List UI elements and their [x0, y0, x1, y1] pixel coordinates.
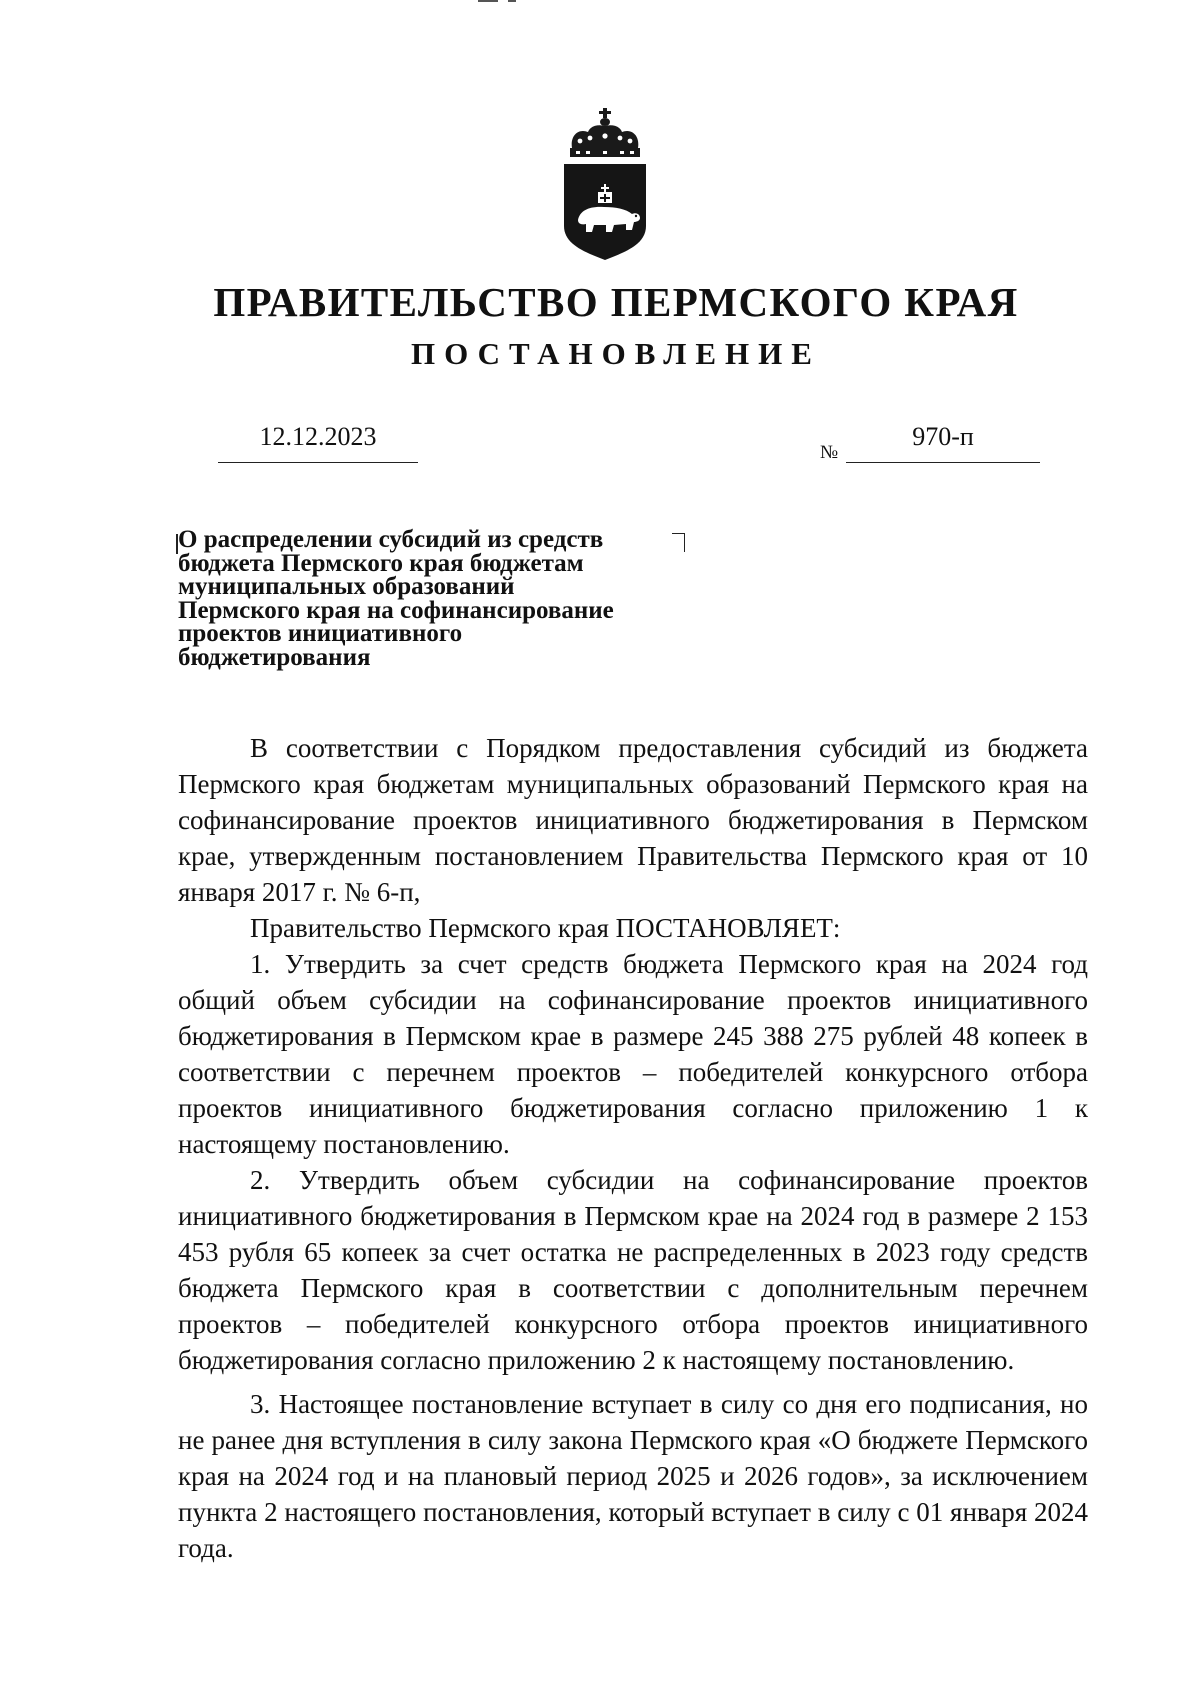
document-body: [178, 730, 1088, 1566]
document-number: 970-п: [912, 422, 974, 451]
point-1-paragraph: 1. Утвердить за счет средств бюджета Пермского края на 2024 год общий объем субсидии на софинансирование проектов инициативного бюджетирования в Пермском крае в размере 245 388 275 рублей 48 копеек в соответствии с перечнем проектов – победителей конкурсного отбора проектов инициативного бюджетирования согласно приложению 1 к настоящему постановлению.: [178, 949, 1088, 1159]
subject-line: муниципальных образований: [178, 573, 515, 600]
number-underline: [846, 462, 1040, 463]
subject-line: Пермского края на софинансирование: [178, 596, 614, 624]
subject-line: проектов инициативного: [178, 620, 463, 647]
preamble-paragraph: В соответствии с Порядком предоставления субсидий из бюджета Пермского края бюджетам муниципальных образований Пермского края на софинансирование проектов инициативного бюджетирования в Пермском крае, утвержденным постановлением Правительства Пермского края от 10 января 2017 г. № 6-п,: [178, 733, 1088, 907]
scan-mark: [508, 0, 516, 2]
point-3-paragraph: 3. Настоящее постановление вступает в силу со дня его подписания, но не ранее дня вступления в силу закона Пермского края «О бюджете Пермского края на 2024 год и на плановый период 2025 и 2026 годов», за исключением пункта 2 настоящего постановления, который вступает в силу с 01 января 2024 года.: [178, 1389, 1088, 1563]
perm-krai-coat-of-arms-icon: [560, 108, 650, 260]
subject-line: бюджетирования: [178, 643, 371, 671]
date-underline: [218, 462, 418, 463]
point-2-paragraph: 2. Утвердить объем субсидии на софинансирование проектов инициативного бюджетирования в Пермском крае на 2024 год в размере 2 153 453 рубля 65 копеек за счет остатка не распределенных в 2023 году средств бюджета Пермского края в соответствии с дополнительным перечнем проектов – победителей конкурсного отбора проектов инициативного бюджетирования согласно приложению 2 к настоящему постановлению.: [178, 1165, 1088, 1375]
scan-mark: [478, 0, 498, 2]
organization-title: ПРАВИТЕЛЬСТВО ПЕРМСКОГО КРАЯ: [213, 279, 1019, 325]
document-subject: [178, 528, 698, 669]
number-label: №: [820, 442, 839, 463]
subject-line: бюджета Пермского края бюджетам: [178, 549, 584, 577]
document-type: ПОСТАНОВЛЕНИЕ: [411, 336, 821, 371]
document-date: 12.12.2023: [259, 422, 377, 451]
subject-line: О распределении субсидий из средств: [178, 526, 604, 553]
resolves-paragraph: Правительство Пермского края ПОСТАНОВЛЯЕТ:: [250, 913, 841, 943]
